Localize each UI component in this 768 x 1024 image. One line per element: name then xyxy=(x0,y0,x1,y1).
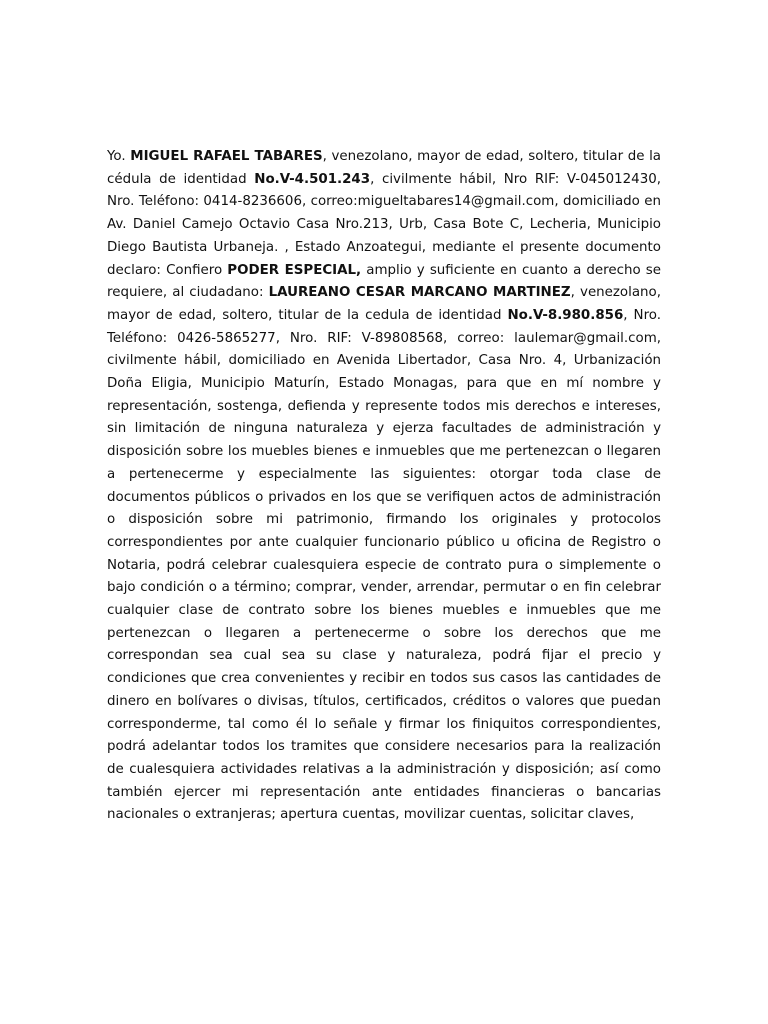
power-of-attorney-paragraph xyxy=(107,146,661,827)
text-run: , venezolano, mayor de edad, soltero, titular de la cédula de identidad xyxy=(107,149,662,187)
attorney-name: LAUREANO CESAR MARCANO MARTINEZ xyxy=(268,285,571,301)
text-run: , civilmente hábil, Nro RIF: V-045012430, Nro. Teléfono: 0414-8236606, correo:migueltabares14@gmail.com, domiciliado en Av. Daniel Camejo Octavio Casa Nro.213, Urb, Casa Bote C, Lecheria, Municipio Diego Bautista Urbaneja. , Estado Anzoategui, mediante el presente documento declaro: Confiero xyxy=(107,171,661,278)
text-run: , venezolano, mayor de edad, soltero, titular de la cedula de identidad xyxy=(107,285,661,323)
attorney-id-number: No.V-8.980.856 xyxy=(507,307,624,323)
grantor-name: MIGUEL RAFAEL TABARES xyxy=(130,149,323,164)
text-run: Yo. xyxy=(107,149,131,164)
text-run: , Nro. Teléfono: 0426-5865277, Nro. RIF: V-89808568, correo: laulemar@gmail.com, civilmente hábil, domiciliado en Avenida Libertador, Casa Nro. 4, Urbanización Doña Eligia, Municipio Maturín, Estado Monagas, para que en mí nombre y representación, sostenga, defienda y represente todos mis derechos e intereses, sin limitación de ninguna naturaleza y ejerza facultades de administración y disposición sobre los muebles bienes e inmuebles que me pertenezcan o llegaren a pertenecerme y especialmente las siguientes: otorgar toda clase de documentos públicos o privados en los que se verifiquen actos de administración o disposición sobre mi patrimonio, firmando los originales y protocolos correspondientes por ante cualquier funcionario público u oficina de Registro o Notaria, podrá celebrar cualesquiera especie de contrato pura o simplemente o bajo condición o a término; comprar, vender, arrendar, permutar o en fin celebrar cualquier clase de contrato sobre los bienes muebles e inmuebles que me pertenezcan o llegaren a pertenecerme o sobre los derechos que me correspondan sea cual sea su clase y naturaleza, podrá fijar el precio y condiciones que crea convenientes y recibir en todos sus casos las cantidades de dinero en bolívares o divisas, títulos, certificados, créditos o valores que puedan corresponderme, tal como él lo señale y firmar los finiquitos correspondientes, podrá adelantar todos los tramites que considere necesarios para la realización de cualesquiera actividades relativas a la administración y disposición; así como también ejercer mi representación ante entidades financieras o bancarias nacionales o extranjeras; apertura cuentas, movilizar cuentas, solicitar claves, xyxy=(107,307,661,823)
grantor-id-number: No.V-4.501.243 xyxy=(254,171,371,187)
special-power-label: PODER ESPECIAL, xyxy=(227,262,362,278)
text-run: amplio y suficiente en cuanto a derecho se requiere, al ciudadano: xyxy=(107,262,662,301)
